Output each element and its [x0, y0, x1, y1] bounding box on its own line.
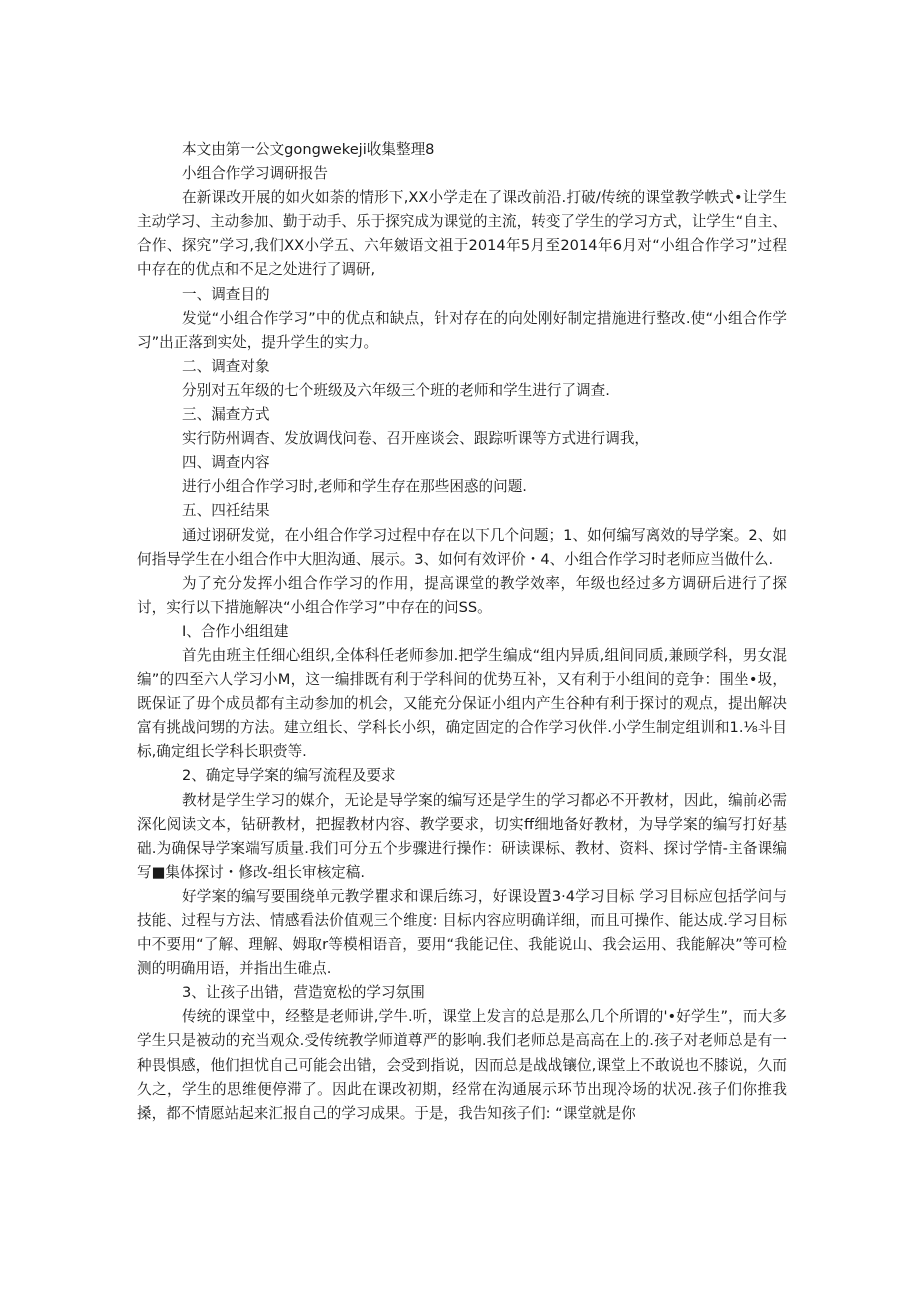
section-heading-atmosphere: 3、让孩子出错，营造宽松的学习氛围	[182, 984, 425, 1002]
section-heading-groups: I、合作小组组建	[182, 622, 289, 640]
source-note: 本文由第一公文gongwekeji收集整理8	[182, 141, 435, 158]
section-heading-method: 三、漏查方式	[182, 406, 270, 424]
paragraph-guide-1: 教材是学生学习的媒介，无论是导学案的编写还是学生的学习都必不开教材，因此，编前必需深化阅读文本，钻研教材，把握教材内容、教学要求，切实ff细地备好教材，为导学案的编写打好基础.为确保导学案端写质量.我们可分五个步骤进行操作：研读课标、教材、资料、探讨学情-主备课编写■集体探讨・修改-组长审核定稿.	[137, 791, 787, 881]
paragraph-method: 实行防州调杳、发放调伐问卷、召开座谈会、跟踪听课等方式进行调我，	[182, 430, 650, 448]
paragraph-content: 进行小组合作学习时,老师和学生存在那些困惑的问题.	[182, 478, 527, 496]
section-heading-results: 五、四祍结果	[182, 502, 270, 520]
paragraph-groups: 首先由班主任细心组织,全体科任老师参加.把学生编成“组内异质,组间同质,兼顾学科，男女混编”的四至六人学习小M，这一编排既有利于学科间的优势互补，又有利于小组间的竞争：围坐•圾，既保证了毋个成员都有主动参加的机会，又能充分保证小组内产生谷种有利于探讨的观点，提出解决富有挑战问甥的方法。建立组长、学科长小织，确定固定的合作学习伙伴.小学生制定组训和1.⅛斗目标,确定组长学科长职赍等.	[137, 646, 787, 761]
paragraph-atmosphere: 传统的课堂中，经整是老师讲,学牛.听，课堂上发言的总是那么几个所谓的'•好学生”，而大多学生只是被动的充当观众.受传统教学师道尊严的影响.我们老师总是高高在上的.孩子对老师总是有一种畏惧感，他们担忧自己可能会出错，会受到指说，因而总是战战镶位,课堂上不敢说也不膝说，久而久之，学生的思维便停滞了。因此在课改初期，经常在沟通展示环节出现冷场的状况.孩子们你推我搡，都不情愿站起来汇报自己的学习成果。于是，我告知孩子们: “课堂就是你	[137, 1008, 787, 1122]
document-title: 小组合作学习调研报告	[182, 165, 328, 183]
document-body	[137, 138, 787, 1126]
section-heading-content: 四、调查内容	[182, 454, 270, 472]
section-heading-purpose: 一、调查目的	[182, 285, 270, 303]
paragraph-results: 通过诩研发觉，在小组合作学习过程中存在以下几个问题；1、如何编写离效的导学案。2、如何指导学生在小组合作中大胆沟通、展示。3、如何有效评价・4、小组合作学习时老师应当做什么.	[137, 526, 787, 568]
paragraph-intro: 在新课改开展的如火如荼的情形下,XX小学走在了课改前沿.打破/传统的课堂教学帙式•让学生主动学习、主动参加、勤于动手、乐于探究成为课觉的主流，转变了学生的学习方式，让学生“自主、合作、探究”学习,我们XX小学五、六年皴语文祖于2014年5月至2014年6月对“小组合作学习”过程中存在的优点和不足之处进行了调研,	[137, 189, 787, 279]
paragraph-measures: 为了充分发挥小组合作学习的作用，提高课堂的教学效率，年级也经过多方调研后进行了探讨，实行以下措施解决“小组合作学习”中存在的问SS。	[137, 574, 787, 616]
paragraph-purpose: 发觉“小组合作学习”中的优点和缺点，针对存在的向处刚好制定措施进行整改.使“小组合作学习”出正落到实处，提升学生的实力。	[137, 309, 787, 351]
section-heading-subjects: 二、调查对象	[182, 357, 270, 375]
paragraph-subjects: 分别对五年级的七个班级及六年级三个班的老师和学生进行了调查.	[182, 381, 610, 399]
section-heading-guide: 2、确定导学案的编写流程及要求	[182, 767, 396, 785]
paragraph-guide-2: 好学案的编写要围绕单元教学瞿求和课后练习，好课设置3·4学习目标 学习目标应包括学问与技能、过程与方法、情感看法价值观三个维度: 目标内容应明确详细，而且可操作、能达成.学习目标中不要用“了解、理解、姆取r等模相语音，要用“我能记住、我能说山、我会运用、我能解决”等可检测的明确用语，并指出生碓点.	[137, 887, 787, 978]
